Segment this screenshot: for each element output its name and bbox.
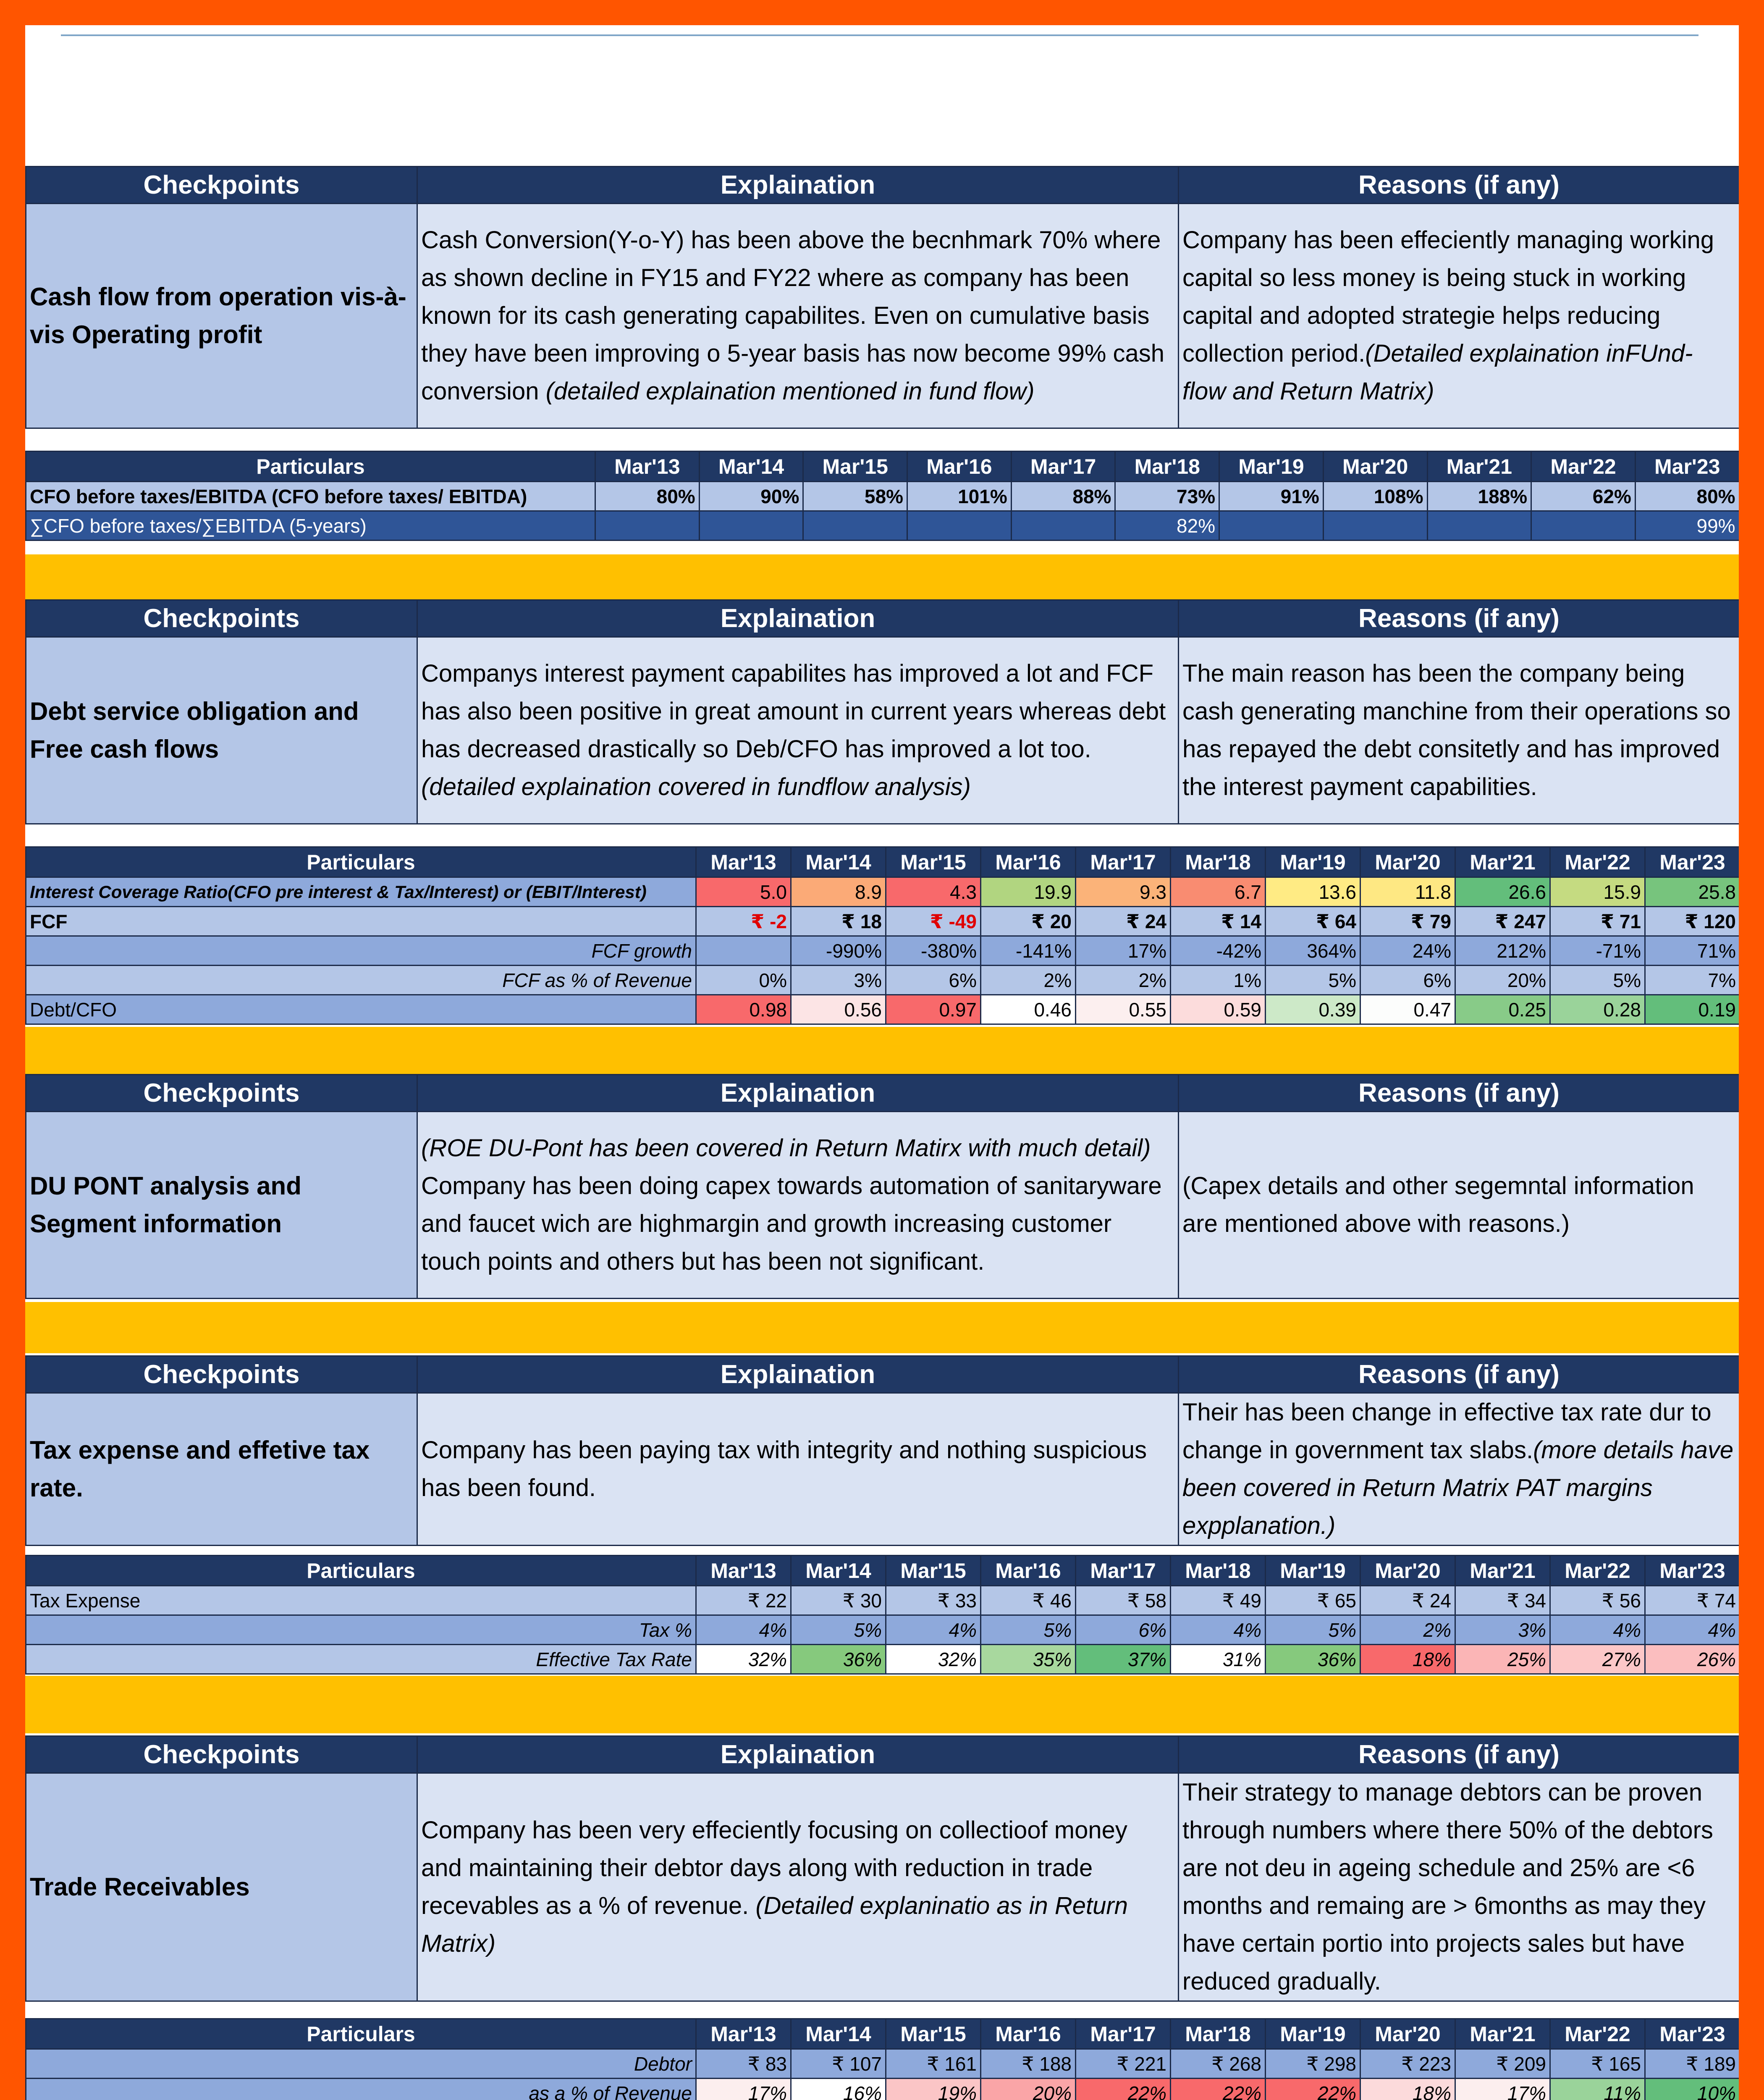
cfo-ebitda-table — [25, 451, 1739, 541]
table-cell: 364% — [1266, 936, 1360, 966]
explanation-text: Companys interest payment capabilites has improved a lot and FCF has also been positive in great amount in current years whereas debt has decreased drastically so Deb/CFO has improved a lot too. (detailed explaination covered in fundflow analysis) — [417, 637, 1179, 824]
reasons-header: Reasons (if any) — [1179, 167, 1739, 204]
table-cell: 5% — [981, 1615, 1076, 1645]
table-cell — [699, 511, 803, 541]
year-header: Mar'18 — [1171, 2019, 1266, 2049]
table-cell: -141% — [981, 936, 1076, 966]
year-header: Mar'17 — [1076, 2019, 1171, 2049]
table-cell: 4.3 — [886, 877, 981, 907]
table-cell: ₹ 189 — [1645, 2049, 1739, 2079]
year-header: Mar'21 — [1455, 847, 1550, 877]
year-header: Mar'22 — [1550, 1556, 1645, 1586]
reasons-text: Their has been change in effective tax rate dur to change in government tax slabs.(more details have been covered in Return Matrix PAT margins expplanation.) — [1179, 1393, 1739, 1546]
table-cell: 32% — [886, 1645, 981, 1674]
table-cell: 19% — [886, 2079, 981, 2100]
table-row — [26, 1615, 1739, 1645]
year-header: Mar'14 — [791, 847, 886, 877]
reasons-header: Reasons (if any) — [1179, 1356, 1739, 1393]
divider-band — [25, 1302, 1739, 1353]
table-cell: 18% — [1360, 2079, 1455, 2100]
table-cell: 1% — [1171, 966, 1266, 995]
table-cell: 0.46 — [981, 995, 1076, 1024]
year-header: Mar'23 — [1645, 2019, 1739, 2049]
year-header: Mar'16 — [907, 452, 1012, 482]
row-label: Debtor — [26, 2049, 696, 2079]
year-header: Mar'15 — [803, 452, 907, 482]
table-cell: 22% — [1266, 2079, 1360, 2100]
table-row — [26, 1586, 1739, 1615]
table-cell: 27% — [1550, 1645, 1645, 1674]
table-cell: ₹ 18 — [791, 907, 886, 936]
table-cell: 36% — [791, 1645, 886, 1674]
table-cell: 212% — [1455, 936, 1550, 966]
table-cell: 0.55 — [1076, 995, 1171, 1024]
table-cell: 25.8 — [1645, 877, 1739, 907]
table-cell: ₹ 188 — [981, 2049, 1076, 2079]
year-header: Mar'14 — [791, 1556, 886, 1586]
checkpoints-header: Checkpoints — [26, 1356, 417, 1393]
checkpoint-cashflow — [25, 166, 1739, 429]
table-cell — [907, 511, 1012, 541]
year-header: Mar'23 — [1645, 847, 1739, 877]
table-cell — [1219, 511, 1324, 541]
year-header: Mar'22 — [1550, 847, 1645, 877]
row-label: Tax Expense — [26, 1586, 696, 1615]
table-cell: 80% — [595, 482, 700, 511]
table-cell: 16% — [791, 2079, 886, 2100]
table-row — [26, 2049, 1739, 2079]
table-cell: 0.28 — [1550, 995, 1645, 1024]
year-header: Mar'16 — [981, 847, 1076, 877]
table-cell: 31% — [1171, 1645, 1266, 1674]
table-cell: 20% — [981, 2079, 1076, 2100]
table-cell: 17% — [1455, 2079, 1550, 2100]
reasons-header: Reasons (if any) — [1179, 600, 1739, 637]
checkpoints-header: Checkpoints — [26, 167, 417, 204]
table-cell: 13.6 — [1266, 877, 1360, 907]
reasons-text: Company has been effeciently managing working capital so less money is being stuck in working capital and adopted strategie helps reducing collection period.(Detailed explaination inFUnd-flow and Return Matrix) — [1179, 204, 1739, 428]
year-header-row — [26, 452, 1739, 482]
year-header: Mar'15 — [886, 2019, 981, 2049]
table-cell: 22% — [1171, 2079, 1266, 2100]
explanation-text: Company has been very effeciently focusing on collectioof money and maintaining their debtor days along with reduction in trade recevables as a % of revenue. (Detailed explaninatio as in Return Matrix) — [417, 1773, 1179, 2001]
year-header: Mar'22 — [1531, 452, 1636, 482]
table-cell: 5% — [1266, 1615, 1360, 1645]
table-cell: 5% — [1550, 966, 1645, 995]
table-cell: -71% — [1550, 936, 1645, 966]
table-cell: ₹ 30 — [791, 1586, 886, 1615]
row-label: Debt/CFO — [26, 995, 696, 1024]
table-cell: 0.19 — [1645, 995, 1739, 1024]
table-cell: ₹ 24 — [1076, 907, 1171, 936]
year-header: Mar'13 — [696, 1556, 791, 1586]
checkpoints-header: Checkpoints — [26, 1075, 417, 1112]
year-header-row — [26, 847, 1739, 877]
year-header: Mar'19 — [1266, 2019, 1360, 2049]
table-cell: ₹ 221 — [1076, 2049, 1171, 2079]
checkpoints-header: Checkpoints — [26, 1736, 417, 1773]
table-cell: 4% — [1550, 1615, 1645, 1645]
table-cell: 6.7 — [1171, 877, 1266, 907]
table-cell: ₹ 71 — [1550, 907, 1645, 936]
checkpoint-debt — [25, 599, 1739, 824]
particulars-header: Particulars — [26, 847, 696, 877]
table-cell: 0.39 — [1266, 995, 1360, 1024]
year-header: Mar'23 — [1645, 1556, 1739, 1586]
table-row — [26, 482, 1739, 511]
explanation-text: (ROE DU-Pont has been covered in Return Matirx with much detail) Company has been doing capex towards automation of sanitaryware and faucet wich are highmargin and growth increasing customer touch points and others but has been not significant. — [417, 1112, 1179, 1299]
table-row — [26, 2079, 1739, 2100]
year-header-row — [26, 2019, 1739, 2049]
top-rule — [61, 34, 1698, 36]
table-cell: 0.59 — [1171, 995, 1266, 1024]
divider-band — [25, 1676, 1739, 1733]
reasons-text: Their strategy to manage debtors can be proven through numbers where there 50% of the debtors are not deu in ageing schedule and 25% are <6 months and remaing are > 6months as may they have certain portio into projects sales but have reduced gradually. — [1179, 1773, 1739, 2001]
checkpoint-name: Tax expense and effetive tax rate. — [26, 1393, 417, 1546]
table-cell: 62% — [1531, 482, 1636, 511]
table-cell: 11% — [1550, 2079, 1645, 2100]
table-cell: 11.8 — [1360, 877, 1455, 907]
table-cell: 82% — [1115, 511, 1219, 541]
debt-service-table — [25, 846, 1739, 1025]
table-cell: ₹ 14 — [1171, 907, 1266, 936]
table-cell: ₹ 65 — [1266, 1586, 1360, 1615]
explanation-text: Company has been paying tax with integrity and nothing suspicious has been found. — [417, 1393, 1179, 1546]
table-cell: ₹ 64 — [1266, 907, 1360, 936]
table-cell: 188% — [1427, 482, 1531, 511]
table-cell: 0.97 — [886, 995, 981, 1024]
table-cell: 2% — [1076, 966, 1171, 995]
page — [25, 25, 1739, 2100]
table-cell: ₹ 34 — [1455, 1586, 1550, 1615]
checkpoint-tax — [25, 1355, 1739, 1546]
table-row — [26, 1645, 1739, 1674]
table-cell: -990% — [791, 936, 886, 966]
table-cell: 4% — [1645, 1615, 1739, 1645]
table-cell: -42% — [1171, 936, 1266, 966]
table-cell: ₹ 247 — [1455, 907, 1550, 936]
checkpoint-name: Trade Receivables — [26, 1773, 417, 2001]
table-cell: -380% — [886, 936, 981, 966]
table-cell: ₹ 74 — [1645, 1586, 1739, 1615]
reasons-text: The main reason has been the company being cash generating manchine from their operations so has repayed the debt consitetly and has improved the interest payment capabilities. — [1179, 637, 1739, 824]
year-header: Mar'17 — [1076, 1556, 1171, 1586]
table-cell: 0.47 — [1360, 995, 1455, 1024]
table-cell: ₹ 49 — [1171, 1586, 1266, 1615]
table-cell: 18% — [1360, 1645, 1455, 1674]
divider-band — [25, 554, 1739, 606]
checkpoint-receivables — [25, 1735, 1739, 2002]
year-header: Mar'16 — [981, 2019, 1076, 2049]
table-row — [26, 877, 1739, 907]
table-cell: 58% — [803, 482, 907, 511]
year-header: Mar'18 — [1171, 847, 1266, 877]
table-cell: 5% — [1266, 966, 1360, 995]
table-row — [26, 907, 1739, 936]
explanation-header: Explaination — [417, 1075, 1179, 1112]
table-cell: 3% — [791, 966, 886, 995]
particulars-header: Particulars — [26, 1556, 696, 1586]
explanation-header: Explaination — [417, 600, 1179, 637]
checkpoint-name: Debt service obligation and Free cash flows — [26, 637, 417, 824]
explanation-text: Cash Conversion(Y-o-Y) has been above the becnhmark 70% where as shown decline in FY15 and FY22 where as company has been known for its cash generating capabilites. Even on cumulative basis they have been improving o 5-year basis has now become 99% cash conversion (detailed explaination mentioned in fund flow) — [417, 204, 1179, 428]
table-cell: ₹ -49 — [886, 907, 981, 936]
checkpoint-dupont — [25, 1074, 1739, 1299]
table-cell: 9.3 — [1076, 877, 1171, 907]
year-header: Mar'20 — [1360, 1556, 1455, 1586]
reasons-text: (Capex details and other segemntal information are mentioned above with reasons.) — [1179, 1112, 1739, 1299]
table-cell — [1011, 511, 1115, 541]
table-cell: ₹ 58 — [1076, 1586, 1171, 1615]
table-cell: ₹ 22 — [696, 1586, 791, 1615]
row-label: FCF as % of Revenue — [26, 966, 696, 995]
year-header: Mar'16 — [981, 1556, 1076, 1586]
table-cell: 6% — [1360, 966, 1455, 995]
table-cell: ₹ 24 — [1360, 1586, 1455, 1615]
table-cell: 90% — [699, 482, 803, 511]
year-header: Mar'14 — [791, 2019, 886, 2049]
table-cell: ₹ 56 — [1550, 1586, 1645, 1615]
row-label: FCF — [26, 907, 696, 936]
year-header: Mar'17 — [1076, 847, 1171, 877]
row-label: Effective Tax Rate — [26, 1645, 696, 1674]
table-cell — [696, 936, 791, 966]
table-cell: 0.56 — [791, 995, 886, 1024]
row-label: FCF growth — [26, 936, 696, 966]
table-cell: ₹ 268 — [1171, 2049, 1266, 2079]
table-cell: 25% — [1455, 1645, 1550, 1674]
table-cell: 99% — [1635, 511, 1739, 541]
reasons-header: Reasons (if any) — [1179, 1736, 1739, 1773]
table-cell: 5.0 — [696, 877, 791, 907]
year-header: Mar'20 — [1323, 452, 1427, 482]
table-cell: 24% — [1360, 936, 1455, 966]
year-header: Mar'18 — [1115, 452, 1219, 482]
table-cell: 22% — [1076, 2079, 1171, 2100]
table-cell: 2% — [1360, 1615, 1455, 1645]
table-cell: 6% — [1076, 1615, 1171, 1645]
year-header: Mar'21 — [1455, 1556, 1550, 1586]
table-cell — [1427, 511, 1531, 541]
tax-table — [25, 1555, 1739, 1675]
year-header: Mar'15 — [886, 847, 981, 877]
table-row — [26, 966, 1739, 995]
table-cell — [1531, 511, 1636, 541]
table-cell: 4% — [1171, 1615, 1266, 1645]
table-cell: 0.25 — [1455, 995, 1550, 1024]
reasons-header: Reasons (if any) — [1179, 1075, 1739, 1112]
table-cell — [595, 511, 700, 541]
table-cell: 15.9 — [1550, 877, 1645, 907]
year-header: Mar'21 — [1455, 2019, 1550, 2049]
table-cell: 4% — [886, 1615, 981, 1645]
table-cell: ₹ 79 — [1360, 907, 1455, 936]
year-header: Mar'13 — [595, 452, 700, 482]
explanation-header: Explaination — [417, 1356, 1179, 1393]
receivables-table — [25, 2018, 1739, 2100]
table-cell: ₹ 33 — [886, 1586, 981, 1615]
year-header: Mar'17 — [1011, 452, 1115, 482]
divider-band — [25, 1027, 1739, 1078]
year-header: Mar'20 — [1360, 2019, 1455, 2049]
table-cell: 32% — [696, 1645, 791, 1674]
table-cell: ₹ 223 — [1360, 2049, 1455, 2079]
year-header: Mar'23 — [1635, 452, 1739, 482]
table-row — [26, 936, 1739, 966]
table-cell: 71% — [1645, 936, 1739, 966]
checkpoint-name: DU PONT analysis and Segment information — [26, 1112, 417, 1299]
year-header: Mar'14 — [699, 452, 803, 482]
table-cell: 4% — [696, 1615, 791, 1645]
row-label: Interest Coverage Ratio(CFO pre interest & Tax/Interest) or (EBIT/Interest) — [26, 877, 696, 907]
table-cell: 36% — [1266, 1645, 1360, 1674]
row-label: CFO before taxes/EBITDA (CFO before taxes/ EBITDA) — [26, 482, 595, 511]
checkpoint-name: Cash flow from operation vis-à-vis Operating profit — [26, 204, 417, 428]
table-cell: ₹ 165 — [1550, 2049, 1645, 2079]
year-header: Mar'21 — [1427, 452, 1531, 482]
table-cell: 0% — [696, 966, 791, 995]
year-header: Mar'20 — [1360, 847, 1455, 877]
table-cell: ₹ 209 — [1455, 2049, 1550, 2079]
explanation-header: Explaination — [417, 1736, 1179, 1773]
particulars-header: Particulars — [26, 452, 595, 482]
table-cell: ₹ -2 — [696, 907, 791, 936]
year-header: Mar'15 — [886, 1556, 981, 1586]
table-cell: 73% — [1115, 482, 1219, 511]
year-header: Mar'19 — [1266, 1556, 1360, 1586]
table-cell: ₹ 298 — [1266, 2049, 1360, 2079]
table-cell: ₹ 107 — [791, 2049, 886, 2079]
table-cell: ₹ 120 — [1645, 907, 1739, 936]
table-cell: 26.6 — [1455, 877, 1550, 907]
table-cell — [1323, 511, 1427, 541]
table-cell: 3% — [1455, 1615, 1550, 1645]
table-cell: 6% — [886, 966, 981, 995]
table-cell: 17% — [1076, 936, 1171, 966]
row-label: as a % of Revenue — [26, 2079, 696, 2100]
table-cell: 17% — [696, 2079, 791, 2100]
table-cell: ₹ 83 — [696, 2049, 791, 2079]
table-row — [26, 511, 1739, 541]
year-header: Mar'22 — [1550, 2019, 1645, 2049]
table-cell: 91% — [1219, 482, 1324, 511]
year-header: Mar'13 — [696, 847, 791, 877]
year-header: Mar'13 — [696, 2019, 791, 2049]
table-cell: 8.9 — [791, 877, 886, 907]
table-cell: 20% — [1455, 966, 1550, 995]
table-cell: 7% — [1645, 966, 1739, 995]
table-cell: ₹ 46 — [981, 1586, 1076, 1615]
table-cell: 5% — [791, 1615, 886, 1645]
explanation-header: Explaination — [417, 167, 1179, 204]
year-header: Mar'18 — [1171, 1556, 1266, 1586]
table-cell: 2% — [981, 966, 1076, 995]
table-cell: 101% — [907, 482, 1012, 511]
table-cell: 88% — [1011, 482, 1115, 511]
table-cell: 26% — [1645, 1645, 1739, 1674]
year-header-row — [26, 1556, 1739, 1586]
table-cell: 10% — [1645, 2079, 1739, 2100]
row-label: ∑CFO before taxes/∑EBITDA (5-years) — [26, 511, 595, 541]
year-header: Mar'19 — [1266, 847, 1360, 877]
table-row — [26, 995, 1739, 1024]
particulars-header: Particulars — [26, 2019, 696, 2049]
table-cell: ₹ 20 — [981, 907, 1076, 936]
table-cell: 37% — [1076, 1645, 1171, 1674]
table-cell: 80% — [1635, 482, 1739, 511]
checkpoints-header: Checkpoints — [26, 600, 417, 637]
table-cell: 108% — [1323, 482, 1427, 511]
row-label: Tax % — [26, 1615, 696, 1645]
table-cell: 19.9 — [981, 877, 1076, 907]
table-cell: 35% — [981, 1645, 1076, 1674]
table-cell — [803, 511, 907, 541]
table-cell: 0.98 — [696, 995, 791, 1024]
year-header: Mar'19 — [1219, 452, 1324, 482]
table-cell: ₹ 161 — [886, 2049, 981, 2079]
